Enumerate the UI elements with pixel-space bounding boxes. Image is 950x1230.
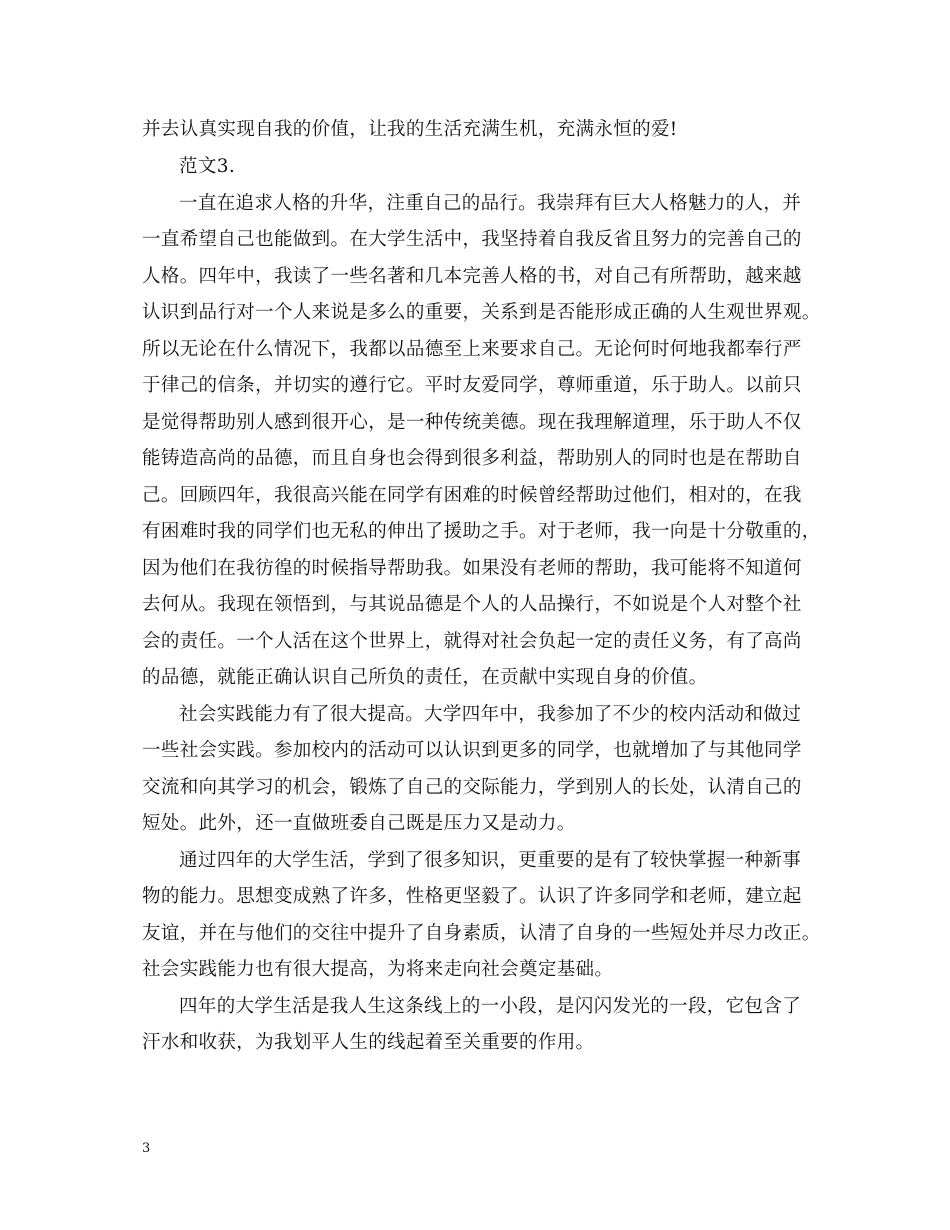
text-line-7: 所以无论在什么情况下，我都以品德至上来要求自己。无论何时何地我都奉行严: [142, 339, 802, 360]
text-line-5: 人格。四年中，我读了一些名著和几本完善人格的书，对自己有所帮助，越来越: [142, 266, 802, 287]
text-line-2: 范文3.: [179, 156, 236, 177]
page-number: 3: [142, 1141, 151, 1156]
text-line-6: 认识到品行对一个人来说是多么的重要，关系到是否能形成正确的人生观世界观。: [142, 302, 821, 323]
text-line-20: 短处。此外，还一直做班委自己既是压力又是动力。: [142, 813, 576, 834]
text-line-26: 汗水和收获，为我划平人生的线起着至关重要的作用。: [142, 1032, 595, 1053]
text-line-15: 会的责任。一个人活在这个世界上，就得对社会负起一定的责任义务，有了高尚: [142, 631, 802, 652]
text-line-24: 社会实践能力也有很大提高，为将来走向社会奠定基础。: [142, 959, 614, 980]
text-line-10: 能铸造高尚的品德，而且自身也会得到很多利益，帮助别人的同时也是在帮助自: [142, 448, 802, 469]
text-line-12: 有困难时我的同学们也无私的伸出了援助之手。对于老师，我一向是十分敬重的，: [142, 521, 821, 542]
text-line-9: 是觉得帮助别人感到很开心，是一种传统美德。现在我理解道理，乐于助人不仅: [142, 412, 802, 433]
text-line-3: 一直在追求人格的升华，注重自己的品行。我崇拜有巨大人格魅力的人，并: [179, 193, 802, 214]
text-line-14: 去何从。我现在领悟到，与其说品德是个人的人品操行，不如说是个人对整个社: [142, 594, 802, 615]
text-line-22: 物的能力。思想变成熟了许多，性格更坚毅了。认识了许多同学和老师，建立起: [142, 886, 802, 907]
text-line-21: 通过四年的大学生活，学到了很多知识，更重要的是有了较快掌握一种新事: [179, 850, 802, 871]
text-line-19: 交流和向其学习的机会，锻炼了自己的交际能力，学到别人的长处，认清自己的: [142, 777, 802, 798]
text-line-16: 的品德，就能正确认识自己所负的责任，在贡献中实现自身的价值。: [142, 667, 708, 688]
text-line-1: 并去认真实现自我的价值，让我的生活充满生机，充满永恒的爱!: [142, 119, 678, 140]
text-line-8: 于律己的信条，并切实的遵行它。平时友爱同学，尊师重道，乐于助人。以前只: [142, 375, 802, 396]
text-line-4: 一直希望自己也能做到。在大学生活中，我坚持着自我反省且努力的完善自己的: [142, 229, 802, 250]
text-line-25: 四年的大学生活是我人生这条线上的一小段，是闪闪发光的一段，它包含了: [179, 996, 802, 1017]
text-line-23: 友谊，并在与他们的交往中提升了自身素质，认清了自身的一些短处并尽力改正。: [142, 923, 821, 944]
text-line-17: 社会实践能力有了很大提高。大学四年中，我参加了不少的校内活动和做过: [179, 704, 802, 725]
text-line-13: 因为他们在我彷徨的时候指导帮助我。如果没有老师的帮助，我可能将不知道何: [142, 558, 802, 579]
text-line-18: 一些社会实践。参加校内的活动可以认识到更多的同学，也就增加了与其他同学: [142, 740, 802, 761]
text-line-11: 己。回顾四年，我很高兴能在同学有困难的时候曾经帮助过他们，相对的，在我: [142, 485, 802, 506]
